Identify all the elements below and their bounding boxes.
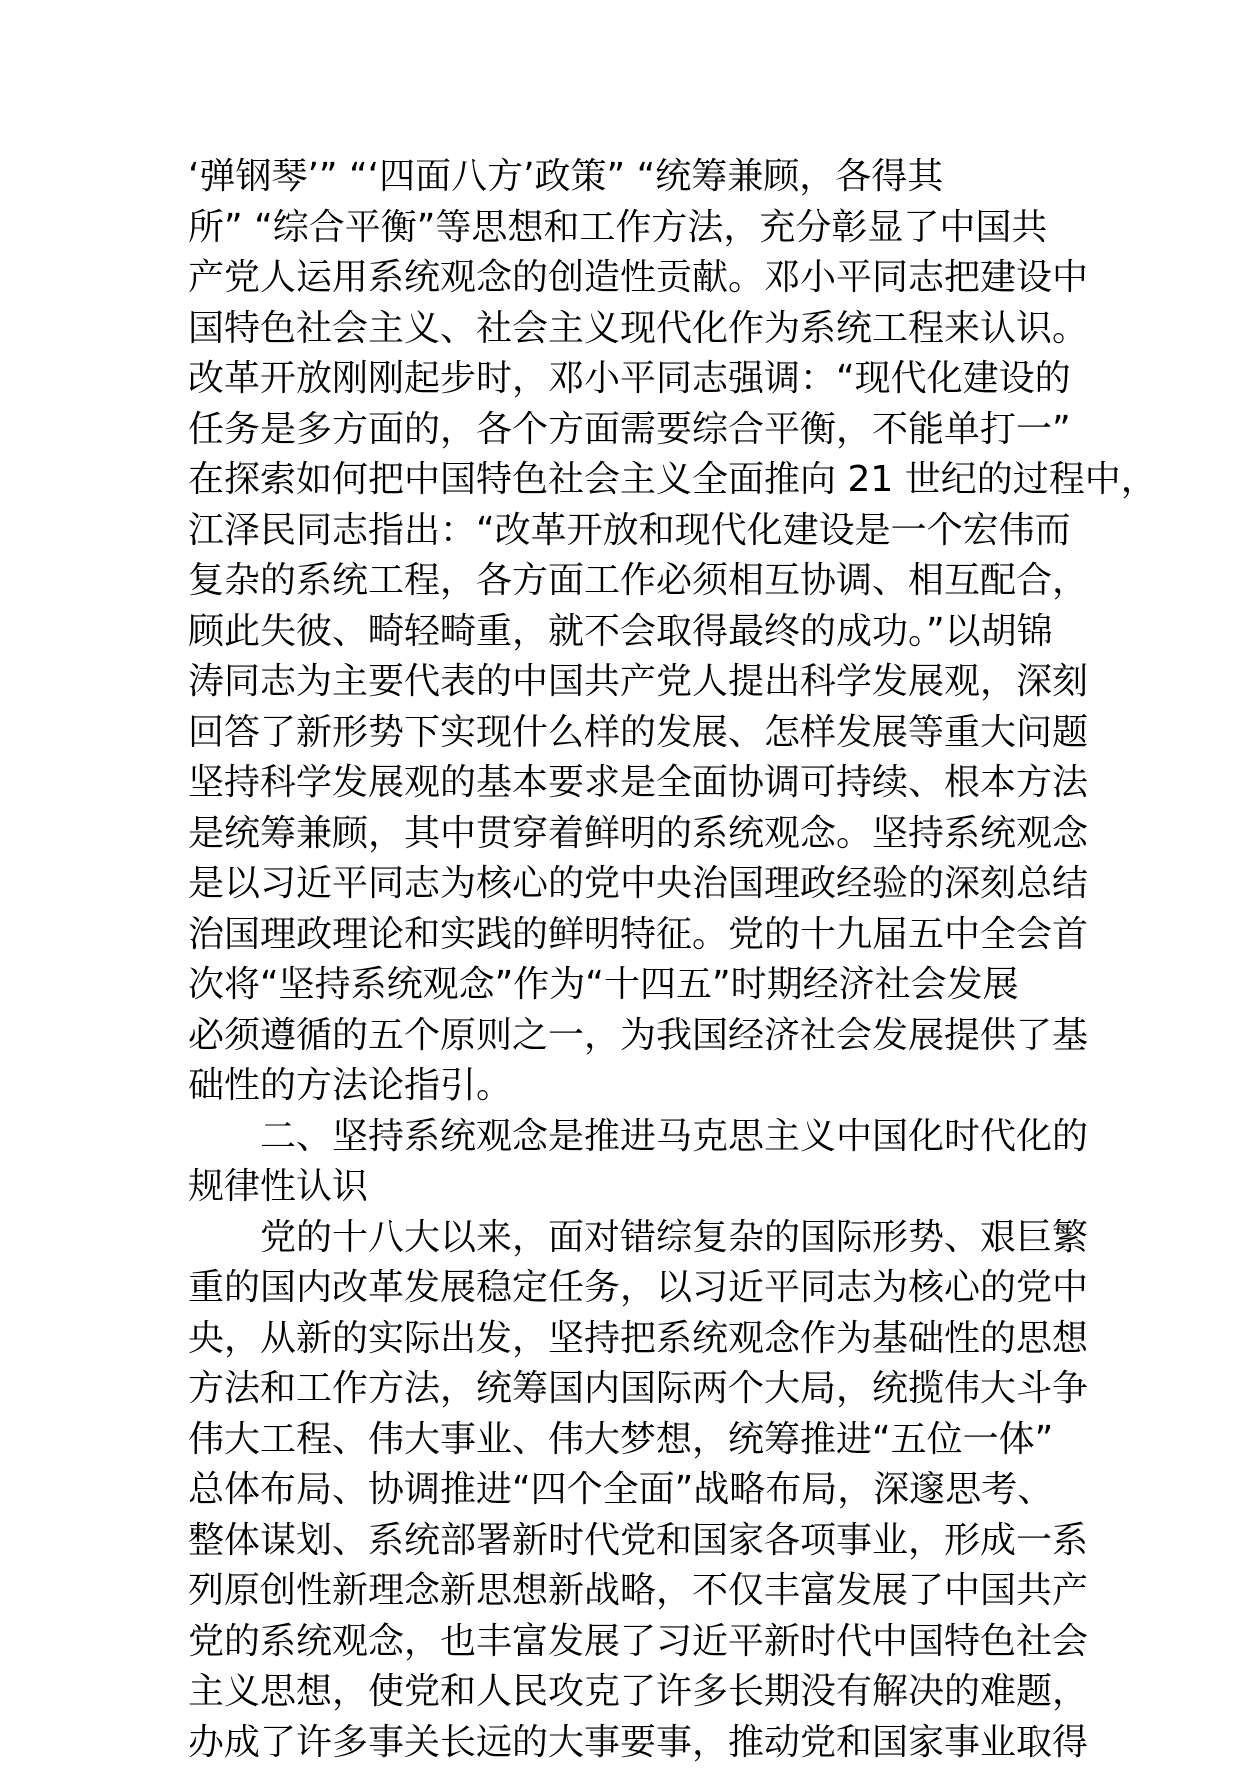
- text-line: 任务是多方面的，各个方面需要综合平衡，不能单打一”: [188, 405, 1068, 456]
- text-line: 顾此失彼、畸轻畸重，就不会取得最终的成功。”以胡锦: [188, 607, 1068, 658]
- text-line: 涛同志为主要代表的中国共产党人提出科学发展观，深刻: [188, 657, 1068, 708]
- text-line: 总体布局、协调推进“四个全面”战略布局，深邃思考、: [188, 1465, 1068, 1516]
- body-text: [188, 152, 1068, 1768]
- text-line: 在探索如何把中国特色社会主义全面推向 21 世纪的过程中，: [188, 455, 1068, 506]
- text-line: 必须遵循的五个原则之一，为我国经济社会发展提供了基: [188, 1011, 1068, 1062]
- text-line: 复杂的系统工程，各方面工作必须相互协调、相互配合，: [188, 556, 1068, 607]
- text-line: 改革开放刚刚起步时，邓小平同志强调：“现代化建设的: [188, 354, 1068, 405]
- text-line: 次将“坚持系统观念”作为“十四五”时期经济社会发展: [188, 960, 1068, 1011]
- text-line: 是统筹兼顾，其中贯穿着鲜明的系统观念。坚持系统观念: [188, 809, 1068, 860]
- text-line: 础性的方法论指引。: [188, 1061, 1068, 1112]
- text-line: 党的系统观念，也丰富发展了习近平新时代中国特色社会: [188, 1617, 1068, 1668]
- text-line: 主义思想，使党和人民攻克了许多长期没有解决的难题，: [188, 1667, 1068, 1718]
- text-line: 央，从新的实际出发，坚持把系统观念作为基础性的思想: [188, 1314, 1068, 1365]
- text-line: 方法和工作方法，统筹国内国际两个大局，统揽伟大斗争: [188, 1364, 1068, 1415]
- text-line: 伟大工程、伟大事业、伟大梦想，统筹推进“五位一体”: [188, 1415, 1068, 1466]
- text-line: 列原创性新理念新思想新战略，不仅丰富发展了中国共产: [188, 1566, 1068, 1617]
- text-line: 坚持科学发展观的基本要求是全面协调可持续、根本方法: [188, 758, 1068, 809]
- text-line: 江泽民同志指出：“改革开放和现代化建设是一个宏伟而: [188, 506, 1068, 557]
- text-line: 回答了新形势下实现什么样的发展、怎样发展等重大问题: [188, 708, 1068, 759]
- text-line: ‘弹钢琴’” “‘四面八方’政策” “统筹兼顾，各得其: [188, 152, 1068, 203]
- text-line: 国特色社会主义、社会主义现代化作为系统工程来认识。: [188, 304, 1068, 355]
- text-line: 是以习近平同志为核心的党中央治国理政经验的深刻总结: [188, 859, 1068, 910]
- section-heading-line: 二、坚持系统观念是推进马克思主义中国化时代化的: [188, 1112, 1068, 1163]
- text-line: 党的十八大以来，面对错综复杂的国际形势、艰巨繁: [188, 1213, 1068, 1264]
- text-line: 重的国内改革发展稳定任务，以习近平同志为核心的党中: [188, 1263, 1068, 1314]
- text-line: 办成了许多事关长远的大事要事，推动党和国家事业取得: [188, 1718, 1068, 1768]
- section-heading-line: 规律性认识: [188, 1162, 1068, 1213]
- text-line: 产党人运用系统观念的创造性贡献。邓小平同志把建设中: [188, 253, 1068, 304]
- text-line: 所” “综合平衡”等思想和工作方法，充分彰显了中国共: [188, 203, 1068, 254]
- text-line: 整体谋划、系统部署新时代党和国家各项事业，形成一系: [188, 1516, 1068, 1567]
- text-line: 治国理政理论和实践的鲜明特征。党的十九届五中全会首: [188, 910, 1068, 961]
